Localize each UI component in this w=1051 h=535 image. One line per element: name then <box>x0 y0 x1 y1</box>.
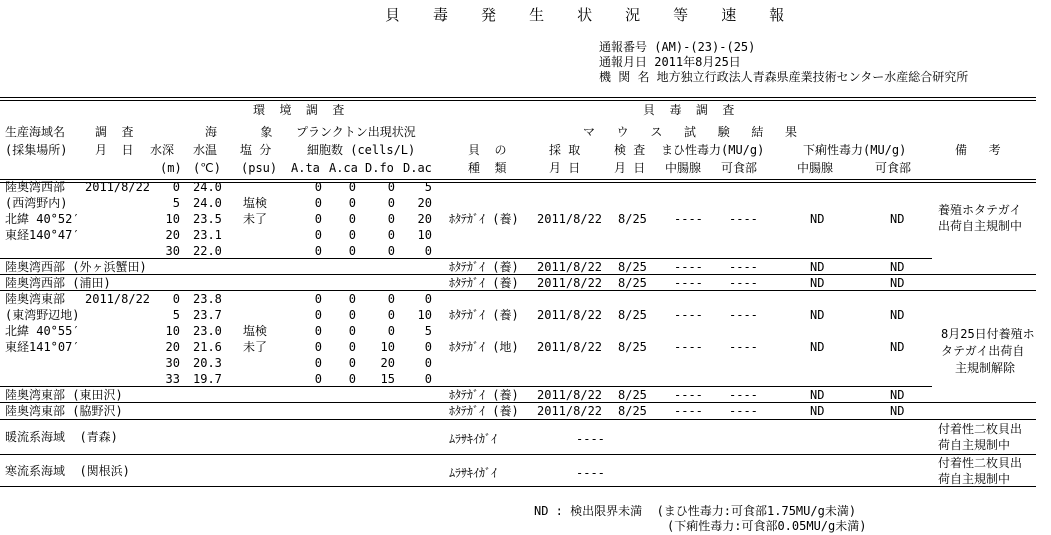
ata-count: 0 <box>314 292 322 306</box>
area-name: 寒流系海域 (関根浜) <box>5 464 130 478</box>
depth: 10 <box>165 324 180 338</box>
dfo-count: 15 <box>380 372 395 386</box>
paralytic-edible-header: 可食部 <box>721 161 758 175</box>
dfo-count: 0 <box>387 324 395 338</box>
ata-count: 0 <box>314 244 322 258</box>
report-organization: 機 関 名 地方独立行政法人青森県産業技術センター水産総合研究所 <box>599 70 969 84</box>
sampling-date: 2011/8/22 <box>537 308 603 322</box>
shellfish-type: ﾎﾀﾃｶﾞｲ (養) <box>449 276 519 290</box>
footnote-line: (下痢性毒力:可食部0.05MU/g未満) <box>667 519 867 533</box>
water-temp: 23.0 <box>193 324 222 338</box>
dac-count: 0 <box>424 372 432 386</box>
salinity-header: 塩 分 <box>240 143 272 157</box>
header-top-line <box>0 97 1036 98</box>
row-divider <box>0 402 1036 403</box>
diarrhetic-edible: ND <box>890 212 905 226</box>
depth: 20 <box>165 228 180 242</box>
aca-count: 0 <box>348 212 356 226</box>
water-temp: 23.7 <box>193 308 222 322</box>
area-name: 陸奥湾西部 (外ヶ浜蟹田) <box>5 260 147 274</box>
water-temp: 23.1 <box>193 228 222 242</box>
aca-count: 0 <box>348 292 356 306</box>
aca-count: 0 <box>348 340 356 354</box>
sea-condition-header: 海 象 <box>205 125 273 139</box>
paralytic-midgut: ---- <box>674 404 703 418</box>
area-place: (東湾野辺地) <box>5 308 80 322</box>
depth: 30 <box>165 356 180 370</box>
diarrhetic-midgut: ND <box>810 260 825 274</box>
area-name: 陸奥湾東部 (脇野沢) <box>5 404 123 418</box>
row-divider <box>0 454 1036 455</box>
diarrhetic-midgut: ND <box>810 308 825 322</box>
sampling-date-header: 採 取 <box>549 143 581 157</box>
note-line: 荷自主規制中 <box>938 438 1011 452</box>
aca-count: 0 <box>348 324 356 338</box>
depth-unit: (m) <box>160 161 182 175</box>
ata-count: 0 <box>314 180 322 194</box>
sampling-date: ---- <box>576 432 605 446</box>
paralytic-edible: ---- <box>729 388 758 402</box>
water-temp: 21.6 <box>193 340 222 354</box>
dac-count: 0 <box>424 292 432 306</box>
survey-date-header: 調 査 <box>95 125 134 139</box>
dfo-header: D.fo <box>365 161 394 175</box>
row-divider <box>0 419 1036 420</box>
paralytic-midgut: ---- <box>674 260 703 274</box>
dac-count: 10 <box>417 228 432 242</box>
aca-count: 0 <box>348 372 356 386</box>
paralytic-edible: ---- <box>729 340 758 354</box>
area-latitude: 北緯 40°55′ <box>5 324 80 338</box>
temp-unit: (℃) <box>193 161 221 175</box>
dfo-count: 0 <box>387 292 395 306</box>
header-top-line-2 <box>0 100 1036 101</box>
ata-count: 0 <box>314 212 322 226</box>
shellfish-survey-header: 貝 毒 調 査 <box>643 103 735 117</box>
aca-count: 0 <box>348 196 356 210</box>
sampling-date: 2011/8/22 <box>537 404 603 418</box>
diarrhetic-edible: ND <box>890 276 905 290</box>
depth: 5 <box>172 308 180 322</box>
exam-date: 8/25 <box>618 276 647 290</box>
report-number: 通報番号 (AM)-(23)-(25) <box>599 40 756 54</box>
diarrhetic-edible-header: 可食部 <box>875 161 912 175</box>
diarrhetic-edible: ND <box>890 308 905 322</box>
sampling-date: 2011/8/22 <box>537 388 603 402</box>
page-title: 貝 毒 発 生 状 況 等 速 報 <box>385 6 797 24</box>
diarrhetic-midgut: ND <box>810 388 825 402</box>
ata-count: 0 <box>314 308 322 322</box>
dfo-count: 0 <box>387 212 395 226</box>
paralytic-edible: ---- <box>729 212 758 226</box>
paralytic-midgut: ---- <box>674 340 703 354</box>
depth-header: 水深 <box>150 143 175 157</box>
paralytic-edible: ---- <box>729 276 758 290</box>
sampling-date: 2011/8/22 <box>537 212 603 226</box>
diarrhetic-midgut-header: 中腸腺 <box>797 161 834 175</box>
ata-count: 0 <box>314 356 322 370</box>
area-header: 生産海域名 <box>5 125 66 139</box>
aca-count: 0 <box>348 180 356 194</box>
survey-date: 2011/8/22 <box>85 180 151 194</box>
paralytic-edible: ---- <box>729 404 758 418</box>
water-temp: 24.0 <box>193 196 222 210</box>
shellfish-type: ﾑﾗｻｷｲｶﾞｲ <box>449 432 498 446</box>
area-latitude: 北緯 40°52′ <box>5 212 80 226</box>
paralytic-midgut-header: 中腸腺 <box>665 161 702 175</box>
exam-date: 8/25 <box>618 340 647 354</box>
row-divider <box>0 290 1036 291</box>
note-line: 荷自主規制中 <box>938 472 1011 486</box>
plankton-header: プランクトン出現状況 <box>296 125 416 139</box>
salinity-status: 塩検 <box>243 324 268 338</box>
shellfish-type: ﾑﾗｻｷｲｶﾞｲ <box>449 466 498 480</box>
water-temp: 20.3 <box>193 356 222 370</box>
dfo-count: 20 <box>380 356 395 370</box>
sampling-date: 2011/8/22 <box>537 276 603 290</box>
row-divider <box>0 274 1036 275</box>
diarrhetic-edible: ND <box>890 260 905 274</box>
dac-count: 0 <box>424 356 432 370</box>
depth: 5 <box>172 196 180 210</box>
paralytic-edible: ---- <box>729 308 758 322</box>
area-name: 陸奥湾東部 (東田沢) <box>5 388 123 402</box>
shellfish-type: ﾎﾀﾃｶﾞｲ (養) <box>449 212 519 226</box>
dac-count: 20 <box>417 196 432 210</box>
water-temp: 24.0 <box>193 180 222 194</box>
note-line: 付着性二枚貝出 <box>938 456 1023 470</box>
temp-header: 水温 <box>193 143 218 157</box>
aca-count: 0 <box>348 244 356 258</box>
paralytic-toxin-header: まひ性毒力(MU/g) <box>661 143 765 157</box>
area-name: 陸奥湾西部 (浦田) <box>5 276 111 290</box>
paralytic-edible: ---- <box>729 260 758 274</box>
paralytic-midgut: ---- <box>674 388 703 402</box>
ata-count: 0 <box>314 372 322 386</box>
area-header-sub: (採集場所) <box>5 143 68 157</box>
depth: 30 <box>165 244 180 258</box>
diarrhetic-midgut: ND <box>810 212 825 226</box>
area-longitude: 東経140°47′ <box>5 228 80 242</box>
depth: 33 <box>165 372 180 386</box>
aca-header: A.ca <box>329 161 358 175</box>
row-divider <box>0 258 932 259</box>
sampling-date-header-sub: 月 日 <box>549 161 581 175</box>
depth: 20 <box>165 340 180 354</box>
diarrhetic-toxin-header: 下痢性毒力(MU/g) <box>803 143 907 157</box>
ata-count: 0 <box>314 196 322 210</box>
diarrhetic-edible: ND <box>890 340 905 354</box>
aca-count: 0 <box>348 356 356 370</box>
dfo-count: 0 <box>387 308 395 322</box>
water-temp: 22.0 <box>193 244 222 258</box>
dac-count: 10 <box>417 308 432 322</box>
sampling-date: 2011/8/22 <box>537 260 603 274</box>
salinity-unit: (psu) <box>241 161 278 175</box>
area-longitude: 東経141°07′ <box>5 340 80 354</box>
paralytic-midgut: ---- <box>674 276 703 290</box>
diarrhetic-midgut: ND <box>810 340 825 354</box>
dfo-count: 0 <box>387 228 395 242</box>
dac-count: 5 <box>424 324 432 338</box>
diarrhetic-midgut: ND <box>810 276 825 290</box>
water-temp: 23.8 <box>193 292 222 306</box>
shellfish-type: ﾎﾀﾃｶﾞｲ (養) <box>449 260 519 274</box>
ata-count: 0 <box>314 324 322 338</box>
report-date: 通報月日 2011年8月25日 <box>599 55 741 69</box>
survey-date-header-sub: 月 日 <box>95 143 134 157</box>
shellfish-type-header: 貝 の <box>468 143 507 157</box>
exam-date: 8/25 <box>618 404 647 418</box>
exam-date: 8/25 <box>618 260 647 274</box>
dfo-count: 10 <box>380 340 395 354</box>
exam-date: 8/25 <box>618 388 647 402</box>
diarrhetic-midgut: ND <box>810 404 825 418</box>
dac-count: 0 <box>424 340 432 354</box>
row-divider <box>0 386 932 387</box>
depth: 0 <box>172 292 180 306</box>
dac-header: D.ac <box>403 161 432 175</box>
exam-date-header: 検 査 <box>614 143 646 157</box>
header-bottom-line-2 <box>0 182 1036 183</box>
table-bottom-line <box>0 486 1036 487</box>
salinity-status: 未了 <box>243 212 268 226</box>
aca-count: 0 <box>348 308 356 322</box>
dfo-count: 0 <box>387 196 395 210</box>
diarrhetic-edible: ND <box>890 404 905 418</box>
mouse-test-header: マ ウ ス 試 験 結 果 <box>583 125 798 139</box>
survey-date: 2011/8/22 <box>85 292 151 306</box>
aca-count: 0 <box>348 228 356 242</box>
env-survey-header: 環 境 調 査 <box>253 103 345 117</box>
paralytic-midgut: ---- <box>674 212 703 226</box>
sampling-date: ---- <box>576 466 605 480</box>
note-line: タテガイ出荷自 <box>941 344 1025 358</box>
sampling-date: 2011/8/22 <box>537 340 603 354</box>
area-name: 暖流系海域 (青森) <box>5 430 118 444</box>
salinity-status: 塩検 <box>243 196 268 210</box>
area-place: (西湾野内) <box>5 196 68 210</box>
footnote-line: ND : 検出限界未満 (まひ性毒力:可食部1.75MU/g未満) <box>534 504 857 518</box>
note-line: 8月25日付養殖ホ <box>941 327 1035 341</box>
diarrhetic-edible: ND <box>890 388 905 402</box>
dfo-count: 0 <box>387 180 395 194</box>
depth: 0 <box>172 180 180 194</box>
water-temp: 23.5 <box>193 212 222 226</box>
ata-count: 0 <box>314 228 322 242</box>
note-line: 出荷自主規制中 <box>938 219 1023 233</box>
shellfish-type: ﾎﾀﾃｶﾞｲ (養) <box>449 404 519 418</box>
exam-date-header-sub: 月 日 <box>614 161 646 175</box>
paralytic-midgut: ---- <box>674 308 703 322</box>
note-line: 主規制解除 <box>955 361 1016 375</box>
note-line: 付着性二枚貝出 <box>938 422 1023 436</box>
depth: 10 <box>165 212 180 226</box>
exam-date: 8/25 <box>618 212 647 226</box>
note-line: 養殖ホタテガイ <box>938 203 1022 217</box>
salinity-status: 未了 <box>243 340 268 354</box>
shellfish-type: ﾎﾀﾃｶﾞｲ (養) <box>449 388 519 402</box>
notes-header: 備 考 <box>955 143 1001 157</box>
water-temp: 19.7 <box>193 372 222 386</box>
area-name: 陸奥湾東部 <box>5 292 66 306</box>
dac-count: 5 <box>424 180 432 194</box>
shellfish-type: ﾎﾀﾃｶﾞｲ (養) <box>449 308 519 322</box>
exam-date: 8/25 <box>618 308 647 322</box>
shellfish-type: ﾎﾀﾃｶﾞｲ (地) <box>449 340 519 354</box>
shellfish-type-header-sub: 種 類 <box>468 161 507 175</box>
ata-count: 0 <box>314 340 322 354</box>
ata-header: A.ta <box>291 161 320 175</box>
dfo-count: 0 <box>387 244 395 258</box>
dac-count: 20 <box>417 212 432 226</box>
area-name: 陸奥湾西部 <box>5 180 66 194</box>
dac-count: 0 <box>424 244 432 258</box>
header-bottom-line <box>0 179 1036 180</box>
cells-header: 細胞数 (cells/L) <box>307 143 416 157</box>
